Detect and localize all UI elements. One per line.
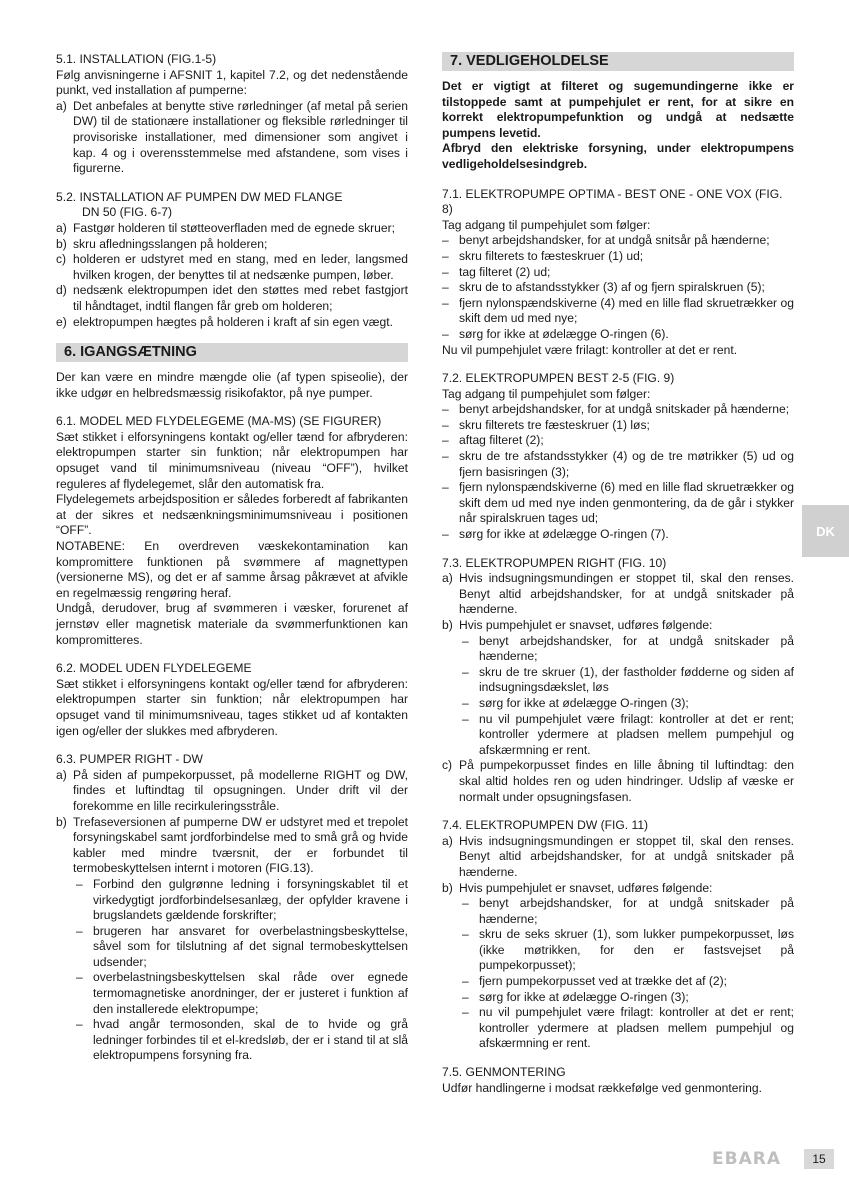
list-item: – sørg for ikke at ødelægge O-ringen (6). (442, 326, 669, 341)
section-6-1 (56, 414, 408, 648)
sub-list-item: – sørg for ikke at ødelægge O-ringen (3); (462, 989, 689, 1004)
section-7-5 (442, 1065, 794, 1096)
paragraph: Udfør handlingerne i modsat rækkefølge ved genmontering. (442, 1080, 762, 1095)
section-band-7: 7. VEDLIGEHOLDELSE (442, 52, 794, 71)
list-item: – benyt arbejdshandsker, for at undgå snitskader på hænderne; (442, 402, 790, 417)
paragraph: Følg anvisningerne i AFSNIT 1, kapitel 7.2, og det nedenstående punkt, ved installation af pumperne: (56, 67, 408, 98)
paragraph: Nu vil pumpehjulet være frilagt: kontroller at det er rent. (442, 342, 738, 357)
list-item: – sørg for ikke at ødelægge O-ringen (7). (442, 527, 669, 542)
paragraph: Sæt stikket i elforsyningens kontakt og/eller tænd for afbryderen: elektropumpen starter sin funktion; når elektropumpen har opsuget vand til minimumsniveau, tages stikket ud af kontakten igen og/eller der slukkes med afbryderen. (56, 676, 408, 738)
list-item: a) Hvis indsugningsmundingen er stoppet til, skal den renses. Benyt altid arbejdshandsker, for at undgå snitskader på hænderne. (442, 833, 794, 879)
sub-list-item: – nu vil pumpehjulet være frilagt: kontroller at det er rent; kontroller ydermere at pladsen mellem pumpehjul og afskærmning er rent. (462, 711, 794, 757)
section-title: 5.1. INSTALLATION (FIG.1-5) (56, 52, 217, 66)
list-item: – tag filteret (2) ud; (442, 264, 551, 279)
section-title: 7.4. ELEKTROPUMPEN DW (FIG. 11) (442, 818, 649, 833)
section-7-2 (442, 371, 794, 543)
list-item: – aftag filteret (2); (442, 433, 544, 448)
section-6-2 (56, 661, 408, 739)
list-item: – skru filterets tre fæsteskruer (1) løs; (442, 417, 650, 432)
section-title: 6.1. MODEL MED FLYDELEGEME (MA-MS) (SE FIGURER) (56, 414, 382, 429)
sub-list-item: – skru de tre skruer (1), der fastholder fødderne og siden af indsugningsdækslet, løs (462, 664, 794, 695)
section-7-4 (442, 818, 794, 1052)
list-item: a) Det anbefales at benytte stive rørledninger (af metal på serien DW) til de stationære installationer og fleksible rørledninger til provisoriske installationer, med dimensioner som angivet i kap. 4 og i overensstemmelse med afstandene, som vises i figurerne. (56, 98, 408, 176)
paragraph: Tag adgang til pumpehjulet som følger: (442, 386, 651, 401)
sub-list-item: – nu vil pumpehjulet være frilagt: kontroller at det er rent; kontroller ydermere at pladsen mellem pumpehjul og afskærmning er rent. (462, 1005, 794, 1051)
section-6-3 (56, 752, 408, 1064)
sub-list-item: – brugeren har ansvaret for overbelastningsbeskyttelse, såvel som for tilslutning af det signal termobeskyttelsen udsender; (76, 923, 408, 969)
list-item: e) elektropumpen hægtes på holderen i kraft af sin egen vægt. (56, 314, 394, 329)
list-item: b) Trefaseversionen af pumperne DW er udstyret med et trepolet forsyningskabel samt jordforbindelse med to små grå og hvide kabler med mindre tværsnit, der er forbundet til termobeskyttelsen internt i motoren (FIG.13). – Forbind den gulgrønne ledning i forsyningskablet til et virkedygtigt jordforbindelsesanlæg, der opfylder kravene i brugslandets gældende forskrifter; – brugeren har ansvaret for overbelastningsbeskyttelse, såvel som for tilslutning af det signal termobeskyttelsen udsender; – overbelastningsbeskyttelsen skal råde over egnede termomagnetiske anordninger, der er justeret i funktion af den installerede elektropumpe; – hvad angår termosonden, skal de to hvide og grå ledninger forbindes til et el-kredsløb, der er i stand til at slå elektropumpens forsyning fra. (56, 814, 408, 1063)
language-tab: DK (802, 505, 849, 557)
ebara-logo: EBARA (712, 1149, 781, 1169)
section-title: 7.1. ELEKTROPUMPE OPTIMA - BEST ONE - ONE VOX (FIG. 8) (442, 186, 783, 217)
list-item: c) På pumpekorpusset findes en lille åbning til luftindtag: den skal altid holdes ren og uden hindringer. Udslip af væske er normalt under opsugningsfasen. (442, 758, 794, 804)
sub-list-item: – benyt arbejdshandsker, for at undgå snitskader på hænderne; (462, 896, 794, 926)
list-item: c) holderen er udstyret med en stang, med en leder, langsmed hvilken krogen, der benyttes til at nedsænke pumpen, løber. (56, 252, 408, 282)
section-title-line2: DN 50 (FIG. 6-7) (82, 205, 173, 220)
list-item: – benyt arbejdshandsker, for at undgå snitsår på hænderne; (442, 233, 770, 248)
list-item: – skru de tre afstandsstykker (4) og de tre møtrikker (5) ud og fjern basisringen (3); (442, 449, 794, 479)
paragraph: Flydelegemets arbejdsposition er således forberedt af fabrikanten at der sikres et nedsænkningsminimumsniveau i positionen “OFF”. (56, 492, 408, 538)
sub-list-item: – skru de seks skruer (1), som lukker pumpekorpusset, løs (ikke møtrikken, for den er fastsvejset på pumpekorpusset); (462, 927, 794, 973)
paragraph: Tag adgang til pumpehjulet som følger: (442, 217, 651, 232)
section-title: 5.2. INSTALLATION AF PUMPEN DW MED FLANGE (56, 189, 343, 204)
paragraph: NOTABENE: En overdreven væskekontamination kan kompromittere funktionen på svømmere af magnettypen (versionerne MS), og det er af samme årsag påkrævet at afvikle en regelmæssig rengøring heraf. (56, 539, 408, 600)
sub-list-item: – overbelastningsbeskyttelsen skal råde over egnede termomagnetiske anordninger, der er justeret i funktion af den installerede elektropumpe; (76, 970, 408, 1016)
paragraph: Sæt stikket i elforsyningens kontakt og/eller tænd for afbryderen: elektropumpen starter sin funktion; når elektropumpen har opsuget vand til minimumsniveau (niveau “OFF”), hvilket reguleres af flydelegemet, slår den automatisk fra. (56, 429, 408, 491)
list-item: a) På siden af pumpekorpusset, på modellerne RIGHT og DW, findes et luftindtag til opsugningen. Under drift vil der forekomme en lille recirkuleringsstråle. (56, 767, 408, 813)
sub-list-item: – fjern pumpekorpusset ved at trække det af (2); (462, 974, 728, 989)
section-title: 7.5. GENMONTERING (442, 1065, 566, 1080)
section-7-3 (442, 556, 794, 806)
list-item: d) nedsænk elektropumpen idet den støttes med rebet fastgjort til håndtaget, indtil flangen får greb om holderen; (56, 283, 408, 313)
section-title: 7.3. ELEKTROPUMPEN RIGHT (FIG. 10) (442, 555, 667, 570)
section-title: 6.3. PUMPER RIGHT - DW (56, 752, 203, 767)
section-5-1 (56, 52, 408, 177)
list-item: b) Hvis pumpehjulet er snavset, udføres følgende: – benyt arbejdshandsker, for at undgå snitskader på hænderne; – skru de tre skruer (1), der fastholder fødderne og siden af indsugningsdækslet, løs – sørg for ikke at ødelægge O-ringen (3); – nu vil pumpehjulet være frilagt: kontroller at det er rent; kontroller ydermere at pladsen mellem pumpehjul og afskærmning er rent. (442, 618, 794, 757)
section-5-2 (56, 190, 408, 330)
intro-paragraph: Det er vigtigt at filteret og sugemundingerne ikke er tilstoppede samt at pumpehjulet er rent, for at sikre en korrekt elektropumpefunktion og undgå at nedsætte pumpens levetid. (442, 79, 794, 140)
section-7-1 (442, 187, 794, 359)
section-band-6: 6. IGANGSÆTNING (56, 343, 408, 362)
sub-list-item: – Forbind den gulgrønne ledning i forsyningskablet til et virkedygtigt jordforbindelsesanlæg, der opfylder kravene i brugslandets gældende forskrifter; (76, 876, 408, 923)
page-number: 15 (804, 1149, 834, 1169)
maintenance-intro (442, 79, 794, 173)
sub-list-item: – hvad angår termosonden, skal de to hvide og grå ledninger forbindes til et el-kredsløb, der er i stand til at slå elektropumpens forsyning fra. (76, 1017, 408, 1063)
intro-paragraph: Afbryd den elektriske forsyning, under elektropumpens vedligeholdelsesindgreb. (442, 141, 794, 171)
list-item: b) skru afledningsslangen på holderen; (56, 236, 268, 251)
list-item: a) Hvis indsugningsmundingen er stoppet til, skal den renses. Benyt altid arbejdshandsker, for at undgå snitskader på hænderne. (442, 571, 794, 617)
sub-list-item: – sørg for ikke at ødelægge O-ringen (3); (462, 695, 689, 710)
paragraph: Undgå, derudover, brug af svømmeren i væsker, forurenet af jernstøv eller magnetisk materiale da svømmerfunktionen kan kompromitteres. (56, 601, 408, 647)
list-item: b) Hvis pumpehjulet er snavset, udføres følgende: – benyt arbejdshandsker, for at undgå snitskader på hænderne; – skru de seks skruer (1), som lukker pumpekorpusset, løs (ikke møtrikken, for den er fastsvejset på pumpekorpusset); – fjern pumpekorpusset ved at trække det af (2); – sørg for ikke at ødelægge O-ringen (3); – nu vil pumpehjulet være frilagt: kontroller at det er rent; kontroller ydermere at pladsen mellem pumpehjul og afskærmning er rent. (442, 880, 794, 1051)
right-column (442, 52, 794, 1096)
list-item: – fjern nylonspændskiverne (4) med en lille flad skruetrækker og skift dem ud med nye; (442, 295, 794, 326)
section-title: 7.2. ELEKTROPUMPEN BEST 2-5 (FIG. 9) (442, 371, 675, 386)
list-item: – fjern nylonspændskiverne (6) med en lille flad skruetrækker og skift dem ud med nye inden genmontering, da de går i stykker når spiralskruen tages ud; (442, 480, 794, 526)
sub-list-item: – benyt arbejdshandsker, for at undgå snitskader på hænderne; (462, 633, 794, 664)
list-item: – skru filterets to fæsteskruer (1) ud; (442, 248, 644, 263)
left-column (56, 52, 408, 1064)
section-title: 6.2. MODEL UDEN FLYDELEGEME (56, 661, 252, 676)
paragraph: Der kan være en mindre mængde olie (af typen spiseolie), der ikke udgør en helbredsmæssig risikofaktor, på nye pumper. (56, 370, 408, 400)
list-item: – skru de to afstandsstykker (3) af og fjern spiralskruen (5); (442, 280, 765, 295)
list-item: a) Fastgør holderen til støtteoverfladen med de egnede skruer; (56, 220, 395, 235)
